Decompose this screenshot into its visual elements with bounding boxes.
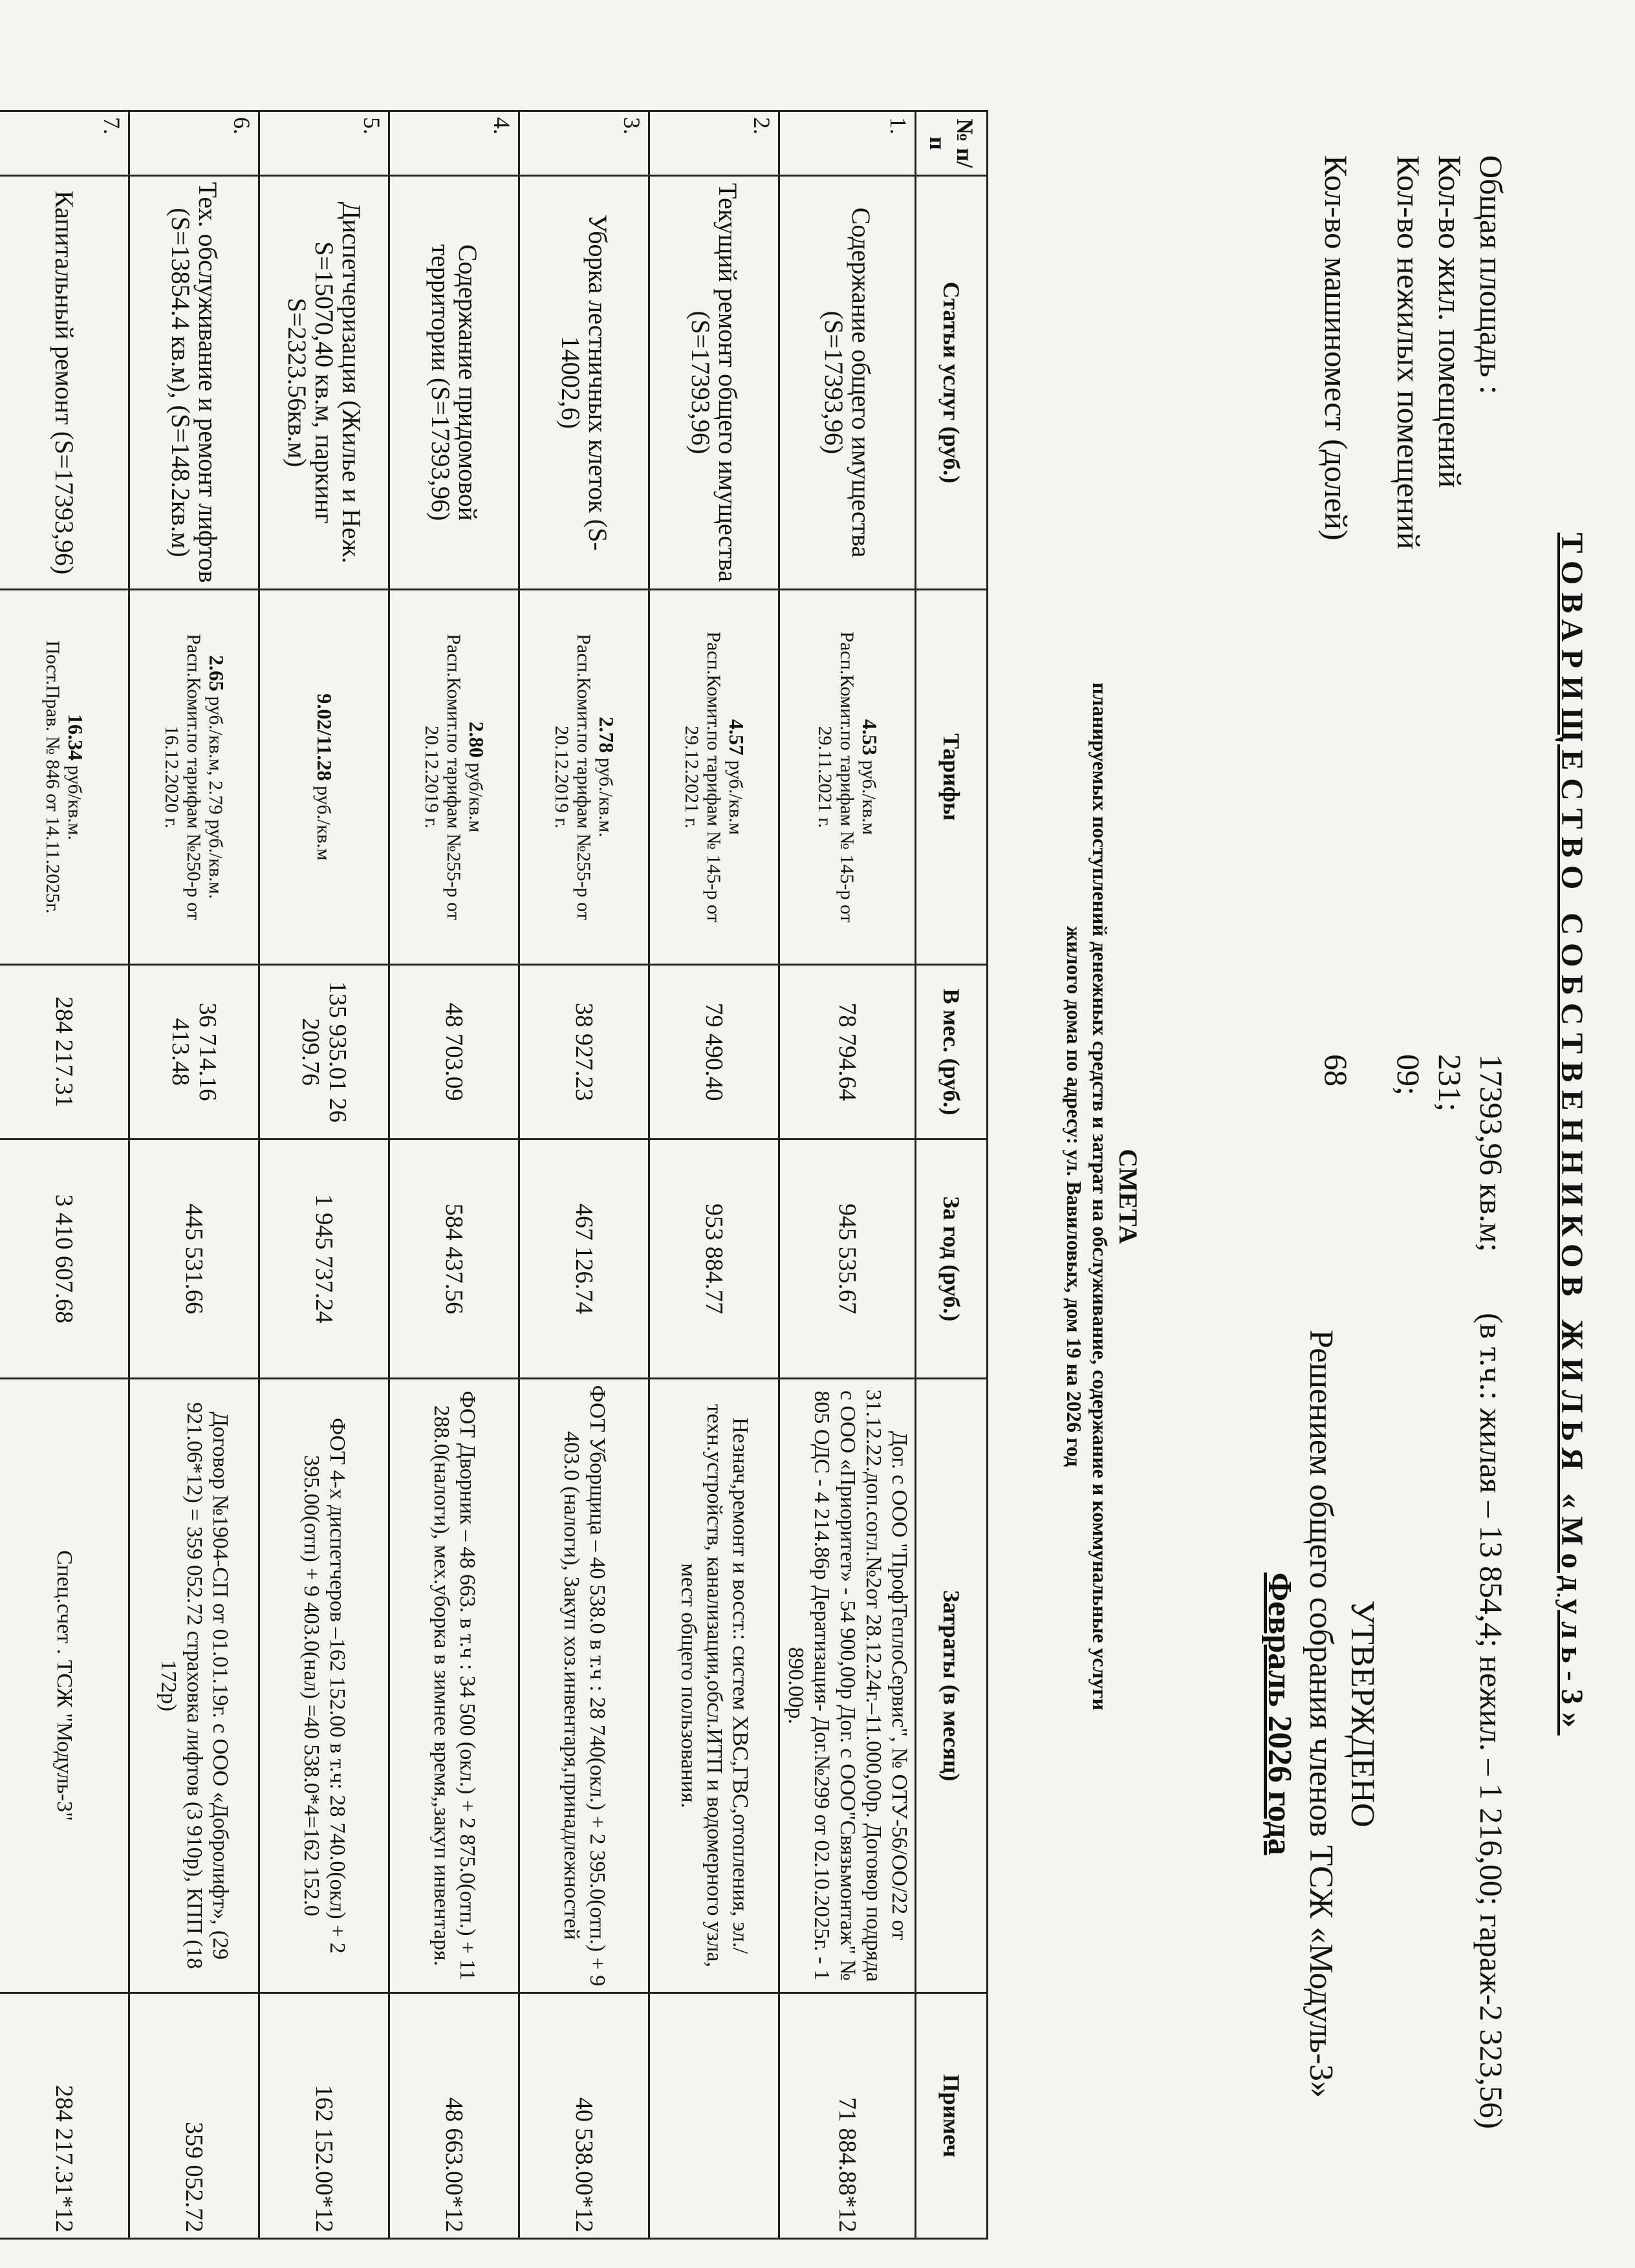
area-detail: (в т.ч.: жилая – 13 854,4; нежил. – 1 216,00; гараж-2 323,56) bbox=[1473, 1313, 1510, 2130]
parking-label: Кол-во машиномест (долей) bbox=[1318, 155, 1354, 541]
row-year-amount: 467 126.74 bbox=[519, 1139, 649, 1379]
row-number: 3. bbox=[519, 111, 649, 176]
row-article: Текущий ремонт общего имущества (S=17393,96) bbox=[649, 176, 779, 590]
row-tariff bbox=[649, 590, 779, 965]
header-year: За год (руб.) bbox=[916, 1139, 988, 1379]
row-tariff bbox=[779, 590, 916, 965]
row-month-amount: 284 217.31 bbox=[0, 965, 129, 1139]
header-tariff: Тарифы bbox=[916, 590, 988, 965]
table-row bbox=[389, 111, 519, 2239]
row-year-amount: 445 531.66 bbox=[129, 1139, 259, 1379]
row-number: 2. bbox=[649, 111, 779, 176]
res-value: 231; bbox=[1432, 1054, 1468, 1112]
estimate-table bbox=[0, 110, 988, 2240]
row-article: Капитальный ремонт (S=17393,96) bbox=[0, 176, 129, 590]
tariff-document: Расп.Комит.по тарифам №250-р от 16.12.2020 г. bbox=[161, 634, 204, 920]
tariff-unit: руб/кв.м bbox=[465, 757, 486, 833]
tariff-document: Расп.Комит.по тарифам № 145-р от 29.12.2021 г. bbox=[681, 631, 724, 923]
row-costs: Спец.счет . ТСЖ "Модуль-3" bbox=[0, 1379, 129, 1993]
table-row bbox=[649, 111, 779, 2239]
row-year-amount: 3 410 607.68 bbox=[0, 1139, 129, 1379]
row-number: 6. bbox=[129, 111, 259, 176]
tariff-document: Расп.Комит.по тарифам №255-р от 20.12.2019 г. bbox=[551, 634, 594, 920]
nonres-value: 09; bbox=[1391, 1054, 1427, 1096]
approval-line1: УТВЕРЖДЕНО bbox=[1344, 1600, 1381, 1828]
table-row bbox=[259, 111, 389, 2239]
parking-value: 68 bbox=[1318, 1054, 1354, 1086]
row-number: 5. bbox=[259, 111, 389, 176]
tariff-unit: руб./кв.м. bbox=[595, 753, 616, 837]
tariff-rate: 2.80 bbox=[465, 721, 488, 758]
approval-line3: Февраль 2026 года bbox=[1261, 1572, 1298, 1855]
row-article: Содержание придомовой территории (S=17393,96) bbox=[389, 176, 519, 590]
row-tariff bbox=[129, 590, 259, 965]
row-article: Диспетчеризация (Жилье и Неж. S=15070,40 кв.м, паркинг S=2323.56кв.м) bbox=[259, 176, 389, 590]
nonres-label: Кол-во нежилых помещений bbox=[1391, 155, 1427, 550]
row-year-amount: 945 535.67 bbox=[779, 1139, 916, 1379]
row-article: Уборка лестничных клеток (S-14002,6) bbox=[519, 176, 649, 590]
row-month-amount: 78 794.64 bbox=[779, 965, 916, 1139]
row-note: 40 538.00*12 bbox=[519, 1993, 649, 2239]
table-row bbox=[129, 111, 259, 2239]
header-month: В мес. (руб.) bbox=[916, 965, 988, 1139]
header-article: Статьи услуг (руб.) bbox=[916, 176, 988, 590]
res-label: Кол-во жил. помещений bbox=[1432, 155, 1468, 488]
row-tariff bbox=[389, 590, 519, 965]
header-num: № п/п bbox=[916, 111, 988, 176]
tariff-document: Расп.Комит.по тарифам №255-р от 20.12.2019 г. bbox=[421, 634, 464, 920]
row-month-amount: 79 490.40 bbox=[649, 965, 779, 1139]
row-article: Тех. обслуживание и ремонт лифтов (S=13854.4 кв.м), (S=148.2кв.м) bbox=[129, 176, 259, 590]
tariff-rate: 4.57 bbox=[725, 718, 748, 755]
tariff-unit: руб./кв.м bbox=[725, 755, 746, 836]
row-year-amount: 1 945 737.24 bbox=[259, 1139, 389, 1379]
smeta-heading: СМЕТА bbox=[1114, 1149, 1143, 1244]
table-row bbox=[779, 111, 916, 2239]
header-note: Примеч bbox=[916, 1993, 988, 2239]
row-note bbox=[649, 1993, 779, 2239]
table-header-row bbox=[916, 111, 988, 2239]
tariff-rate: 16.34 bbox=[64, 713, 87, 761]
row-tariff bbox=[259, 590, 389, 965]
tariff-document: Пост.Прав. № 846 от 14.11.2025г. bbox=[42, 640, 63, 914]
row-number: 4. bbox=[389, 111, 519, 176]
row-costs: ФОТ Уборщица – 40 538.0 в т.ч : 28 740(окл.) + 2 395.0(отп.) + 9 403.0 (налоги), Закуп хоз.инвентаря,принадлежностей bbox=[519, 1379, 649, 1993]
tariff-unit: руб./кв.м bbox=[313, 781, 334, 861]
smeta-subtitle-1: планируемых поступлений денежных средств и затрат на обслуживание, содержание и коммунальные услуги bbox=[1088, 682, 1112, 1711]
row-note: 284 217.31*12 bbox=[0, 1993, 129, 2239]
row-month-amount: 36 714.16 413.48 bbox=[129, 965, 259, 1139]
tariff-unit: руб./кв.м, 2.79 руб./кв.м. bbox=[205, 691, 226, 900]
row-costs: ФОТ Дворник – 48 663. в т.ч : 34 500 (окл.) + 2 875.0(отп.) + 11 288.0(налоги), мех.уборка в зимнее время,,закуп инвентаря. bbox=[389, 1379, 519, 1993]
table-row bbox=[0, 111, 129, 2239]
tariff-unit: руб./кв.м bbox=[858, 755, 880, 836]
row-note: 71 884.88*12 bbox=[779, 1993, 916, 2239]
row-article: Содержание общего имущества (S=17393,96) bbox=[779, 176, 916, 590]
tariff-document: Расп.Комит.по тарифам № 145-р от 29.11.2021 г. bbox=[814, 631, 858, 923]
row-month-amount: 38 927.23 bbox=[519, 965, 649, 1139]
row-note: 48 663.00*12 bbox=[389, 1993, 519, 2239]
table-row bbox=[519, 111, 649, 2239]
tariff-rate: 4.53 bbox=[858, 718, 882, 755]
approval-block bbox=[1259, 1229, 1383, 2199]
row-tariff bbox=[519, 590, 649, 965]
row-month-amount: 135 935.01 26 209.76 bbox=[259, 965, 389, 1139]
row-year-amount: 584 437.56 bbox=[389, 1139, 519, 1379]
row-costs: Договор №1904-СП от 01.01.19г. с ООО «Добролифт», (29 921.06*12) = 359 052.72 страховка лифтов (3 910р), КПП (18 172р) bbox=[129, 1379, 259, 1993]
row-note: 359 052.72 bbox=[129, 1993, 259, 2239]
row-year-amount: 953 884.77 bbox=[649, 1139, 779, 1379]
smeta-heading-block bbox=[1061, 388, 1143, 2005]
tariff-rate: 2.78 bbox=[595, 717, 618, 753]
area-value: 17393,96 кв.м; bbox=[1473, 1054, 1510, 1252]
tariff-unit: руб/кв.м. bbox=[64, 760, 85, 841]
document-title: ТОВАРИЩЕСТВО СОБСТВЕННИКОВ ЖИЛЬЯ «Модуль-3» bbox=[1555, 532, 1589, 1736]
tariff-rate: 2.65 bbox=[205, 654, 228, 691]
tariff-rate: 9.02/11.28 bbox=[313, 693, 336, 781]
row-month-amount: 48 703.09 bbox=[389, 965, 519, 1139]
area-label: Общая площадь : bbox=[1473, 155, 1510, 394]
approval-line2: Решением общего собрания членов ТСЖ «Модуль-3» bbox=[1303, 1329, 1339, 2099]
row-number: 7. bbox=[0, 111, 129, 176]
smeta-subtitle-2: жилого дома по адресу: ул. Вавиловых, дом 19 на 2026 год bbox=[1063, 926, 1086, 1467]
row-number: 1. bbox=[779, 111, 916, 176]
row-costs: Дог. с ООО "ПрофТеплоСервис", № ОТУ-56/ОО/22 от 31.12.22.доп.согл.№2от 28.12.24г.–11.000,00р. Договор подряда с ООО «Приоритет» - 54 900,00р Дог. с ООО"Связьмонтаж" № 805 ОДС - 4 214.86р Дератизация- Дог.№299 от 02.10.2025г. - 1 890.00р. bbox=[779, 1379, 916, 1993]
row-tariff bbox=[0, 590, 129, 965]
row-note: 162 152.00*12 bbox=[259, 1993, 389, 2239]
header-costs: Затраты (в месяц) bbox=[916, 1379, 988, 1993]
row-costs: Незнач,ремонт и восст.: систем ХВС,ГВС,отопления, эл./техн.устройств, канализации,обсл.ИТП и водомерного узла, мест общего пользования. bbox=[649, 1379, 779, 1993]
row-costs: ФОТ 4-х диспетчеров –162 152.00 в т.ч: 28 740.0(окл) + 2 395.00(отп) + 9 403.0(нал) =40 538.0*4=162 152.0 bbox=[259, 1379, 389, 1993]
